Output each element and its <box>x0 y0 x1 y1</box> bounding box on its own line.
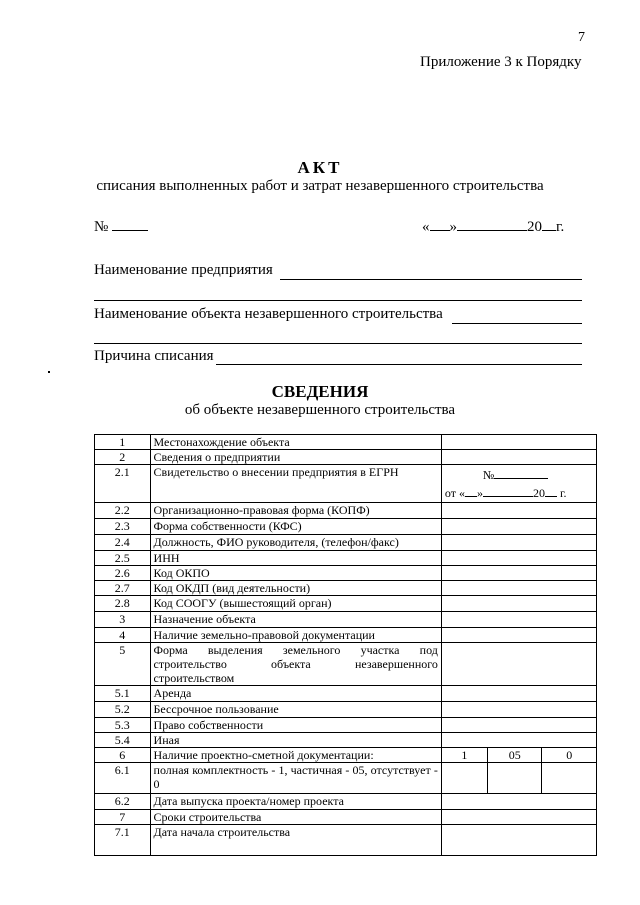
row-value[interactable] <box>441 519 596 535</box>
doc-partial-value[interactable] <box>487 763 541 794</box>
document-subtitle: списания выполненных работ и затрат незавершенного строительства <box>96 178 544 194</box>
cert-date-suffix: г. <box>559 486 567 500</box>
row-number: 2.6 <box>95 566 151 581</box>
number-label: № <box>94 219 109 235</box>
row-number: 2.3 <box>95 519 151 535</box>
row-value[interactable] <box>441 612 596 628</box>
table-row <box>95 465 597 503</box>
row-label: Сведения о предприятии <box>150 450 441 465</box>
reason-blank[interactable] <box>216 364 582 365</box>
row-label: Право собственности <box>150 718 441 733</box>
row-number: 2.2 <box>95 503 151 519</box>
table-row <box>95 535 597 551</box>
row-value[interactable] <box>441 718 596 733</box>
cert-number-blank[interactable] <box>494 466 548 479</box>
row-label: Иная <box>150 733 441 748</box>
reason-label: Причина списания <box>94 348 214 364</box>
row-number: 2.7 <box>95 581 151 596</box>
table-row <box>95 596 597 612</box>
row-number: 5.4 <box>95 733 151 748</box>
cert-date-prefix: от « <box>444 486 465 500</box>
act-number-field[interactable] <box>94 216 148 236</box>
table-row <box>95 794 597 810</box>
year-suffix: г. <box>556 219 565 235</box>
certificate-date-line <box>445 484 593 502</box>
act-date-field[interactable] <box>422 216 564 236</box>
enterprise-blank-2[interactable] <box>94 300 582 301</box>
row-value[interactable] <box>441 535 596 551</box>
row-value[interactable] <box>441 794 596 810</box>
row-label: Код СООГУ (вышестоящий орган) <box>150 596 441 612</box>
cert-date-mid: » <box>476 486 483 500</box>
row-number: 2.5 <box>95 551 151 566</box>
table-row <box>95 435 597 450</box>
table-row <box>95 718 597 733</box>
row-value[interactable] <box>441 503 596 519</box>
row-value[interactable] <box>441 810 596 825</box>
enterprise-blank[interactable] <box>280 279 582 280</box>
document-title: АКТ <box>297 158 343 177</box>
row-label: Местонахождение объекта <box>150 435 441 450</box>
enterprise-label: Наименование предприятия <box>94 262 273 278</box>
row-label: Дата начала строительства <box>150 825 441 856</box>
row-label: Наличие проектно-сметной документации: <box>150 748 441 763</box>
table-row <box>95 566 597 581</box>
row-label: полная комплектность - 1, частичная - 05, отсутствует - 0 <box>150 763 441 794</box>
object-blank-2[interactable] <box>94 343 582 344</box>
row-value[interactable] <box>441 643 596 686</box>
table-row <box>95 450 597 465</box>
row-number: 5 <box>95 643 151 686</box>
row-number: 4 <box>95 628 151 643</box>
number-blank[interactable] <box>112 216 148 231</box>
row-number: 6.1 <box>95 763 151 794</box>
table-row <box>95 763 597 794</box>
table-row <box>95 503 597 519</box>
doc-code-complete: 1 <box>441 748 487 763</box>
row-label: Форма выделения земельного участка под строительство объекта незавершенного строительством <box>150 643 441 686</box>
row-label: Назначение объекта <box>150 612 441 628</box>
year-blank[interactable] <box>542 216 556 231</box>
table-row <box>95 748 597 763</box>
row-value[interactable] <box>441 435 596 450</box>
doc-absent-value[interactable] <box>542 763 597 794</box>
table-row <box>95 643 597 686</box>
table-row <box>95 702 597 718</box>
row-value[interactable] <box>441 733 596 748</box>
table-row <box>95 519 597 535</box>
appendix-reference: Приложение 3 к Порядку <box>420 54 582 70</box>
row-number: 5.3 <box>95 718 151 733</box>
object-label: Наименование объекта незавершенного строительства <box>94 306 443 322</box>
row-label: Дата выпуска проекта/номер проекта <box>150 794 441 810</box>
row-label: ИНН <box>150 551 441 566</box>
row-number: 2.4 <box>95 535 151 551</box>
date-close-quote: » <box>449 219 457 235</box>
certificate-value[interactable] <box>441 465 596 503</box>
cert-month-blank[interactable] <box>483 484 533 497</box>
doc-code-absent: 0 <box>542 748 597 763</box>
object-blank[interactable] <box>452 323 582 324</box>
row-number: 6.2 <box>95 794 151 810</box>
row-label: Должность, ФИО руководителя, (телефон/факс) <box>150 535 441 551</box>
row-number: 5.1 <box>95 686 151 702</box>
row-value[interactable] <box>441 686 596 702</box>
row-number: 2 <box>95 450 151 465</box>
row-number: 5.2 <box>95 702 151 718</box>
table-row <box>95 581 597 596</box>
table-row <box>95 733 597 748</box>
object-info-table <box>94 434 597 856</box>
row-value[interactable] <box>441 825 596 856</box>
row-number: 7.1 <box>95 825 151 856</box>
row-number: 6 <box>95 748 151 763</box>
table-row <box>95 810 597 825</box>
row-number: 1 <box>95 435 151 450</box>
cert-day-blank[interactable] <box>465 484 477 497</box>
cert-year-blank[interactable] <box>545 484 557 497</box>
page-number: 7 <box>578 30 585 45</box>
row-value[interactable] <box>441 450 596 465</box>
table-row <box>95 612 597 628</box>
cert-number-label: № <box>482 468 495 482</box>
stray-mark <box>48 371 50 373</box>
row-label: Свидетельство о внесении предприятия в ЕГРН <box>150 465 441 503</box>
table-row <box>95 551 597 566</box>
row-label: Сроки строительства <box>150 810 441 825</box>
year-prefix: 20 <box>527 219 542 235</box>
row-label: Код ОКДП (вид деятельности) <box>150 581 441 596</box>
row-label: Код ОКПО <box>150 566 441 581</box>
certificate-number-line <box>445 466 593 484</box>
cert-year: 20 <box>532 486 545 500</box>
section-subtitle: об объекте незавершенного строительства <box>184 402 456 418</box>
row-value[interactable] <box>441 581 596 596</box>
row-label: Аренда <box>150 686 441 702</box>
row-value[interactable] <box>441 566 596 581</box>
doc-code-partial: 05 <box>487 748 541 763</box>
table-row <box>95 686 597 702</box>
doc-complete-value[interactable] <box>441 763 487 794</box>
row-label: Организационно-правовая форма (КОПФ) <box>150 503 441 519</box>
row-value[interactable] <box>441 702 596 718</box>
date-open-quote: « <box>422 219 430 235</box>
row-number: 7 <box>95 810 151 825</box>
row-number: 2.1 <box>95 465 151 503</box>
row-number: 3 <box>95 612 151 628</box>
row-value[interactable] <box>441 628 596 643</box>
month-blank[interactable] <box>457 216 527 231</box>
row-number: 2.8 <box>95 596 151 612</box>
row-label: Форма собственности (КФС) <box>150 519 441 535</box>
table-row <box>95 825 597 856</box>
table-row <box>95 628 597 643</box>
row-value[interactable] <box>441 551 596 566</box>
row-value[interactable] <box>441 596 596 612</box>
row-label: Бессрочное пользование <box>150 702 441 718</box>
day-blank[interactable] <box>430 216 450 231</box>
section-title: СВЕДЕНИЯ <box>271 382 369 401</box>
row-label: Наличие земельно-правовой документации <box>150 628 441 643</box>
